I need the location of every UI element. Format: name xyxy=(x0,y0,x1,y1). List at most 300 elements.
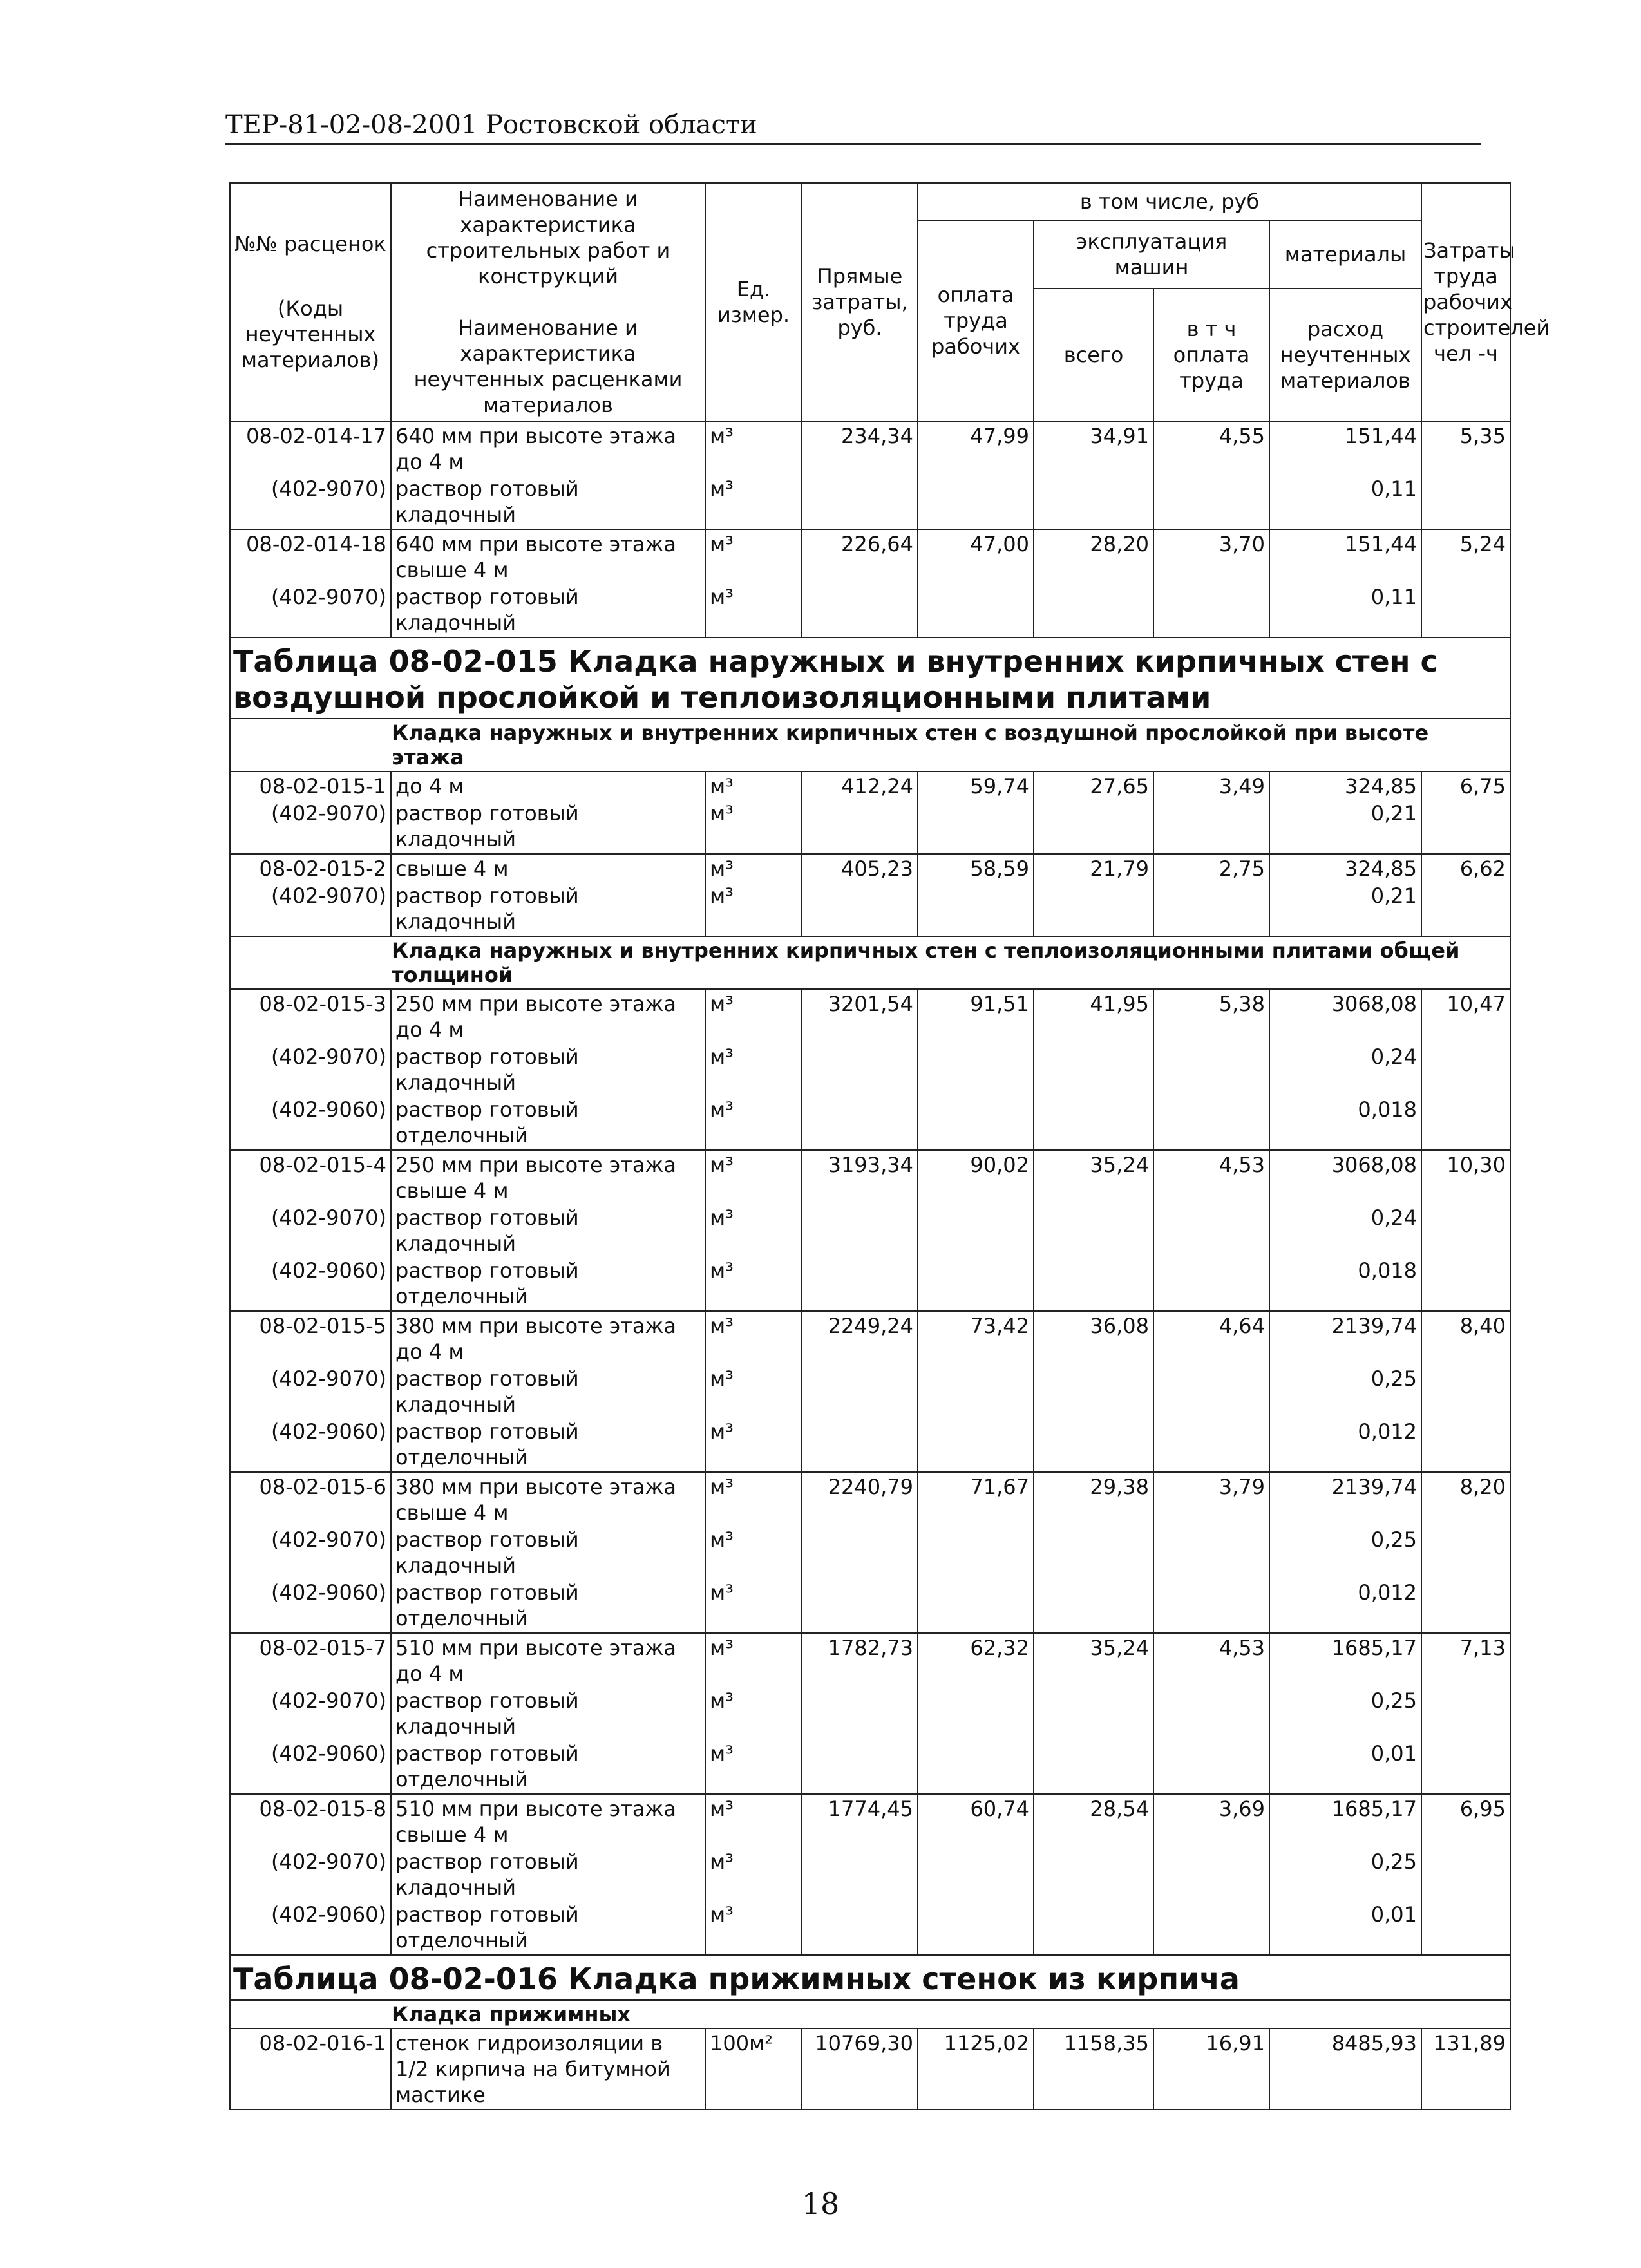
material-quantity: 0,11 xyxy=(1269,476,1421,529)
empty-cell xyxy=(1421,1688,1510,1741)
row-wage: 59,74 xyxy=(918,771,1034,800)
material-unit: м³ xyxy=(705,476,802,529)
table-row xyxy=(230,421,1510,476)
material-unit: м³ xyxy=(705,1366,802,1419)
empty-cell xyxy=(918,1580,1034,1633)
empty-cell xyxy=(1153,1688,1269,1741)
material-quantity: 0,018 xyxy=(1269,1097,1421,1150)
empty-cell xyxy=(1153,1849,1269,1902)
col-machines-header: эксплуатация машин xyxy=(1034,220,1269,288)
empty-cell xyxy=(802,883,918,936)
empty-cell xyxy=(1421,1902,1510,1955)
row-materials: 2139,74 xyxy=(1269,1311,1421,1366)
empty-cell xyxy=(802,1902,918,1955)
row-code: 08-02-015-3 xyxy=(230,989,391,1044)
row-wage: 58,59 xyxy=(918,854,1034,883)
empty-cell xyxy=(802,1205,918,1258)
empty-cell xyxy=(1421,1419,1510,1472)
material-name: раствор готовый кладочный xyxy=(391,1688,705,1741)
material-quantity: 0,25 xyxy=(1269,1366,1421,1419)
row-unit: м³ xyxy=(705,421,802,476)
material-code: (402-9070) xyxy=(230,476,391,529)
col-direct-header: Прямые затраты, руб. xyxy=(802,183,918,421)
row-machines-total: 28,20 xyxy=(1034,529,1153,584)
row-direct-cost: 2249,24 xyxy=(802,1311,918,1366)
row-direct-cost: 10769,30 xyxy=(802,2028,918,2110)
empty-cell xyxy=(1153,1902,1269,1955)
material-row xyxy=(230,1044,1510,1097)
row-labor: 10,30 xyxy=(1421,1150,1510,1205)
row-unit: м³ xyxy=(705,771,802,800)
row-machines-total: 34,91 xyxy=(1034,421,1153,476)
empty-cell xyxy=(1034,1688,1153,1741)
table-row xyxy=(230,854,1510,883)
table-row xyxy=(230,1311,1510,1366)
material-unit: м³ xyxy=(705,1205,802,1258)
row-direct-cost: 1774,45 xyxy=(802,1794,918,1849)
empty-cell xyxy=(1153,1205,1269,1258)
row-name: стенок гидроизоляции в 1/2 кирпича на битумной мастике xyxy=(391,2028,705,2110)
table-title-015: Таблица 08-02-015 Кладка наружных и внутренних кирпичных стен с воздушной прослойкой и теплоизоляционными плитами xyxy=(230,638,1510,719)
row-machines-wage: 3,79 xyxy=(1153,1472,1269,1527)
material-code: (402-9070) xyxy=(230,1205,391,1258)
table-row xyxy=(230,1633,1510,1688)
empty-cell xyxy=(802,1580,918,1633)
table-title-015-row xyxy=(230,638,1510,719)
empty-cell xyxy=(1153,883,1269,936)
row-name: 250 мм при высоте этажа свыше 4 м xyxy=(391,1150,705,1205)
material-code: (402-9060) xyxy=(230,1580,391,1633)
row-labor: 10,47 xyxy=(1421,989,1510,1044)
row-name: 380 мм при высоте этажа свыше 4 м xyxy=(391,1472,705,1527)
material-quantity: 0,24 xyxy=(1269,1044,1421,1097)
material-name: раствор готовый кладочный xyxy=(391,1205,705,1258)
empty-cell xyxy=(918,1097,1034,1150)
row-code: 08-02-015-6 xyxy=(230,1472,391,1527)
row-machines-total: 1158,35 xyxy=(1034,2028,1153,2110)
row-unit: м³ xyxy=(705,1311,802,1366)
row-machines-wage: 4,53 xyxy=(1153,1150,1269,1205)
row-direct-cost: 405,23 xyxy=(802,854,918,883)
row-machines-total: 35,24 xyxy=(1034,1150,1153,1205)
material-code: (402-9070) xyxy=(230,883,391,936)
row-machines-wage: 2,75 xyxy=(1153,854,1269,883)
row-labor: 6,95 xyxy=(1421,1794,1510,1849)
material-row xyxy=(230,1419,1510,1472)
empty-cell xyxy=(1034,800,1153,854)
col-machines-total-header: всего xyxy=(1034,288,1153,421)
material-name: раствор готовый отделочный xyxy=(391,1258,705,1311)
empty-cell xyxy=(802,1366,918,1419)
material-code: (402-9060) xyxy=(230,1419,391,1472)
table-row xyxy=(230,2028,1510,2110)
empty-cell xyxy=(918,1527,1034,1580)
empty-cell xyxy=(1034,1205,1153,1258)
empty-cell xyxy=(1153,800,1269,854)
material-name: раствор готовый кладочный xyxy=(391,883,705,936)
row-wage: 71,67 xyxy=(918,1472,1034,1527)
empty-cell xyxy=(1153,1419,1269,1472)
row-direct-cost: 226,64 xyxy=(802,529,918,584)
row-labor: 8,40 xyxy=(1421,1311,1510,1366)
empty-cell xyxy=(918,800,1034,854)
material-row xyxy=(230,584,1510,638)
row-machines-wage: 5,38 xyxy=(1153,989,1269,1044)
row-direct-cost: 234,34 xyxy=(802,421,918,476)
row-machines-total: 35,24 xyxy=(1034,1633,1153,1688)
empty-cell xyxy=(1153,584,1269,638)
col-name-header xyxy=(391,183,705,421)
empty-cell xyxy=(1153,476,1269,529)
row-unit: м³ xyxy=(705,854,802,883)
material-unit: м³ xyxy=(705,1688,802,1741)
row-materials: 324,85 xyxy=(1269,771,1421,800)
empty-cell xyxy=(802,1044,918,1097)
row-labor: 131,89 xyxy=(1421,2028,1510,2110)
row-labor: 7,13 xyxy=(1421,1633,1510,1688)
empty-cell xyxy=(1421,883,1510,936)
empty-cell xyxy=(1153,1527,1269,1580)
empty-cell xyxy=(1034,1044,1153,1097)
material-quantity: 0,25 xyxy=(1269,1688,1421,1741)
material-code: (402-9060) xyxy=(230,1902,391,1955)
empty-cell xyxy=(1034,1366,1153,1419)
subsection-title-pressing-walls: Кладка прижимных xyxy=(230,2000,1510,2028)
material-code: (402-9070) xyxy=(230,800,391,854)
material-code: (402-9070) xyxy=(230,1044,391,1097)
material-name: раствор готовый отделочный xyxy=(391,1097,705,1150)
col-labor-header: Затраты труда рабочих строителей чел -ч xyxy=(1421,183,1510,421)
page-number: 18 xyxy=(801,2186,840,2221)
material-name: раствор готовый кладочный xyxy=(391,1366,705,1419)
empty-cell xyxy=(918,1419,1034,1472)
row-machines-wage: 4,55 xyxy=(1153,421,1269,476)
col-materials-header: материалы xyxy=(1269,220,1421,288)
row-unit: м³ xyxy=(705,989,802,1044)
empty-cell xyxy=(918,1205,1034,1258)
empty-cell xyxy=(802,1741,918,1794)
empty-cell xyxy=(802,1849,918,1902)
row-direct-cost: 412,24 xyxy=(802,771,918,800)
table-row xyxy=(230,1794,1510,1849)
material-name: раствор готовый кладочный xyxy=(391,584,705,638)
col-code-header xyxy=(230,183,391,421)
row-direct-cost: 3193,34 xyxy=(802,1150,918,1205)
subsection-title-air-gap: Кладка наружных и внутренних кирпичных стен с воздушной прослойкой при высоте этажа xyxy=(230,719,1510,771)
empty-cell xyxy=(1153,1097,1269,1150)
empty-cell xyxy=(1034,1258,1153,1311)
material-unit: м³ xyxy=(705,1580,802,1633)
row-name: 510 мм при высоте этажа до 4 м xyxy=(391,1633,705,1688)
row-machines-total: 29,38 xyxy=(1034,1472,1153,1527)
material-quantity: 0,21 xyxy=(1269,800,1421,854)
table-row xyxy=(230,1150,1510,1205)
row-wage: 90,02 xyxy=(918,1150,1034,1205)
row-machines-wage: 3,69 xyxy=(1153,1794,1269,1849)
empty-cell xyxy=(1421,1044,1510,1097)
material-row xyxy=(230,1849,1510,1902)
material-code: (402-9060) xyxy=(230,1097,391,1150)
material-unit: м³ xyxy=(705,584,802,638)
row-wage: 60,74 xyxy=(918,1794,1034,1849)
material-unit: м³ xyxy=(705,1527,802,1580)
col-code-top: №№ расценок xyxy=(234,232,386,256)
row-materials: 324,85 xyxy=(1269,854,1421,883)
material-name: раствор готовый кладочный xyxy=(391,1849,705,1902)
row-unit: м³ xyxy=(705,1633,802,1688)
empty-cell xyxy=(802,1419,918,1472)
empty-cell xyxy=(1034,1849,1153,1902)
table-row xyxy=(230,989,1510,1044)
empty-cell xyxy=(1421,1366,1510,1419)
row-machines-total: 27,65 xyxy=(1034,771,1153,800)
row-materials: 3068,08 xyxy=(1269,1150,1421,1205)
row-unit: м³ xyxy=(705,1150,802,1205)
material-unit: м³ xyxy=(705,1849,802,1902)
row-materials: 2139,74 xyxy=(1269,1472,1421,1527)
empty-cell xyxy=(1034,476,1153,529)
col-name-top: Наименование и характеристика строительных работ и конструкций xyxy=(426,187,670,288)
row-materials: 3068,08 xyxy=(1269,989,1421,1044)
empty-cell xyxy=(918,1741,1034,1794)
col-wage-header: оплата труда рабочих xyxy=(918,220,1034,421)
row-machines-wage: 4,64 xyxy=(1153,1311,1269,1366)
subsection-title-air-gap-row xyxy=(230,719,1510,771)
empty-cell xyxy=(1034,883,1153,936)
empty-cell xyxy=(1034,1580,1153,1633)
empty-cell xyxy=(918,883,1034,936)
row-direct-cost: 2240,79 xyxy=(802,1472,918,1527)
row-unit: 100м² xyxy=(705,2028,802,2110)
empty-cell xyxy=(1034,584,1153,638)
table-title-016: Таблица 08-02-016 Кладка прижимных стенок из кирпича xyxy=(230,1955,1510,2000)
row-name: 640 мм при высоте этажа свыше 4 м xyxy=(391,529,705,584)
material-unit: м³ xyxy=(705,800,802,854)
empty-cell xyxy=(1421,1580,1510,1633)
empty-cell xyxy=(1034,1741,1153,1794)
empty-cell xyxy=(802,1258,918,1311)
material-row xyxy=(230,1366,1510,1419)
empty-cell xyxy=(802,800,918,854)
empty-cell xyxy=(1034,1527,1153,1580)
table-title-016-row xyxy=(230,1955,1510,2000)
material-code: (402-9070) xyxy=(230,584,391,638)
row-machines-wage: 3,70 xyxy=(1153,529,1269,584)
empty-cell xyxy=(1421,1205,1510,1258)
empty-cell xyxy=(918,1849,1034,1902)
material-row xyxy=(230,800,1510,854)
row-wage: 73,42 xyxy=(918,1311,1034,1366)
subsection-title-insulation-row xyxy=(230,936,1510,989)
row-machines-total: 36,08 xyxy=(1034,1311,1153,1366)
material-row xyxy=(230,476,1510,529)
empty-cell xyxy=(1421,800,1510,854)
empty-cell xyxy=(1421,476,1510,529)
material-code: (402-9060) xyxy=(230,1741,391,1794)
row-code: 08-02-014-17 xyxy=(230,421,391,476)
row-machines-wage: 4,53 xyxy=(1153,1633,1269,1688)
row-name: свыше 4 м xyxy=(391,854,705,883)
empty-cell xyxy=(802,1527,918,1580)
col-code-bottom: (Коды неучтенных материалов) xyxy=(241,296,380,372)
row-materials: 8485,93 xyxy=(1269,2028,1421,2110)
material-row xyxy=(230,883,1510,936)
row-machines-total: 28,54 xyxy=(1034,1794,1153,1849)
row-wage: 47,00 xyxy=(918,529,1034,584)
row-code: 08-02-015-1 xyxy=(230,771,391,800)
row-direct-cost: 3201,54 xyxy=(802,989,918,1044)
empty-cell xyxy=(802,1688,918,1741)
row-code: 08-02-014-18 xyxy=(230,529,391,584)
row-materials: 151,44 xyxy=(1269,421,1421,476)
empty-cell xyxy=(1421,1527,1510,1580)
material-quantity: 0,25 xyxy=(1269,1849,1421,1902)
material-code: (402-9070) xyxy=(230,1849,391,1902)
empty-cell xyxy=(1153,1580,1269,1633)
row-name: 510 мм при высоте этажа свыше 4 м xyxy=(391,1794,705,1849)
material-unit: м³ xyxy=(705,1258,802,1311)
material-code: (402-9070) xyxy=(230,1688,391,1741)
row-wage: 1125,02 xyxy=(918,2028,1034,2110)
empty-cell xyxy=(918,1366,1034,1419)
row-wage: 91,51 xyxy=(918,989,1034,1044)
material-code: (402-9070) xyxy=(230,1366,391,1419)
material-row xyxy=(230,1205,1510,1258)
material-code: (402-9060) xyxy=(230,1258,391,1311)
row-unit: м³ xyxy=(705,529,802,584)
row-unit: м³ xyxy=(705,1794,802,1849)
row-unit: м³ xyxy=(705,1472,802,1527)
material-row xyxy=(230,1688,1510,1741)
empty-cell xyxy=(1421,1097,1510,1150)
row-labor: 6,62 xyxy=(1421,854,1510,883)
empty-cell xyxy=(1153,1366,1269,1419)
empty-cell xyxy=(918,1258,1034,1311)
material-unit: м³ xyxy=(705,883,802,936)
row-machines-wage: 3,49 xyxy=(1153,771,1269,800)
material-unit: м³ xyxy=(705,1097,802,1150)
row-name: 380 мм при высоте этажа до 4 м xyxy=(391,1311,705,1366)
empty-cell xyxy=(918,1044,1034,1097)
col-materials-unaccounted-header: расход неучтенных материалов xyxy=(1269,288,1421,421)
empty-cell xyxy=(1421,584,1510,638)
material-unit: м³ xyxy=(705,1902,802,1955)
material-name: раствор готовый отделочный xyxy=(391,1902,705,1955)
empty-cell xyxy=(1421,1849,1510,1902)
empty-cell xyxy=(1153,1741,1269,1794)
material-name: раствор готовый кладочный xyxy=(391,476,705,529)
col-incl-header: в том числе, руб xyxy=(918,183,1421,220)
material-quantity: 0,24 xyxy=(1269,1205,1421,1258)
empty-cell xyxy=(1153,1258,1269,1311)
material-name: раствор готовый отделочный xyxy=(391,1580,705,1633)
row-materials: 151,44 xyxy=(1269,529,1421,584)
row-code: 08-02-016-1 xyxy=(230,2028,391,2110)
row-code: 08-02-015-7 xyxy=(230,1633,391,1688)
col-machines-wage-header: в т ч оплата труда xyxy=(1153,288,1269,421)
material-row xyxy=(230,1258,1510,1311)
table-row xyxy=(230,771,1510,800)
material-quantity: 0,25 xyxy=(1269,1527,1421,1580)
empty-cell xyxy=(1421,1258,1510,1311)
row-wage: 62,32 xyxy=(918,1633,1034,1688)
row-labor: 5,24 xyxy=(1421,529,1510,584)
material-unit: м³ xyxy=(705,1044,802,1097)
material-quantity: 0,01 xyxy=(1269,1741,1421,1794)
empty-cell xyxy=(802,584,918,638)
material-quantity: 0,01 xyxy=(1269,1902,1421,1955)
empty-cell xyxy=(802,1097,918,1150)
row-direct-cost: 1782,73 xyxy=(802,1633,918,1688)
row-name: 640 мм при высоте этажа до 4 м xyxy=(391,421,705,476)
col-unit-header: Ед. измер. xyxy=(705,183,802,421)
row-code: 08-02-015-4 xyxy=(230,1150,391,1205)
material-name: раствор готовый кладочный xyxy=(391,800,705,854)
material-row xyxy=(230,1097,1510,1150)
empty-cell xyxy=(1034,1097,1153,1150)
subsection-title-pressing-walls-row xyxy=(230,2000,1510,2028)
rates-table xyxy=(229,182,1550,2110)
material-name: раствор готовый кладочный xyxy=(391,1044,705,1097)
material-row xyxy=(230,1580,1510,1633)
row-code: 08-02-015-5 xyxy=(230,1311,391,1366)
material-unit: м³ xyxy=(705,1419,802,1472)
empty-cell xyxy=(918,1688,1034,1741)
material-quantity: 0,11 xyxy=(1269,584,1421,638)
empty-cell xyxy=(918,584,1034,638)
row-code: 08-02-015-8 xyxy=(230,1794,391,1849)
row-name: до 4 м xyxy=(391,771,705,800)
material-name: раствор готовый отделочный xyxy=(391,1419,705,1472)
row-machines-total: 41,95 xyxy=(1034,989,1153,1044)
material-row xyxy=(230,1902,1510,1955)
material-name: раствор готовый кладочный xyxy=(391,1527,705,1580)
row-name: 250 мм при высоте этажа до 4 м xyxy=(391,989,705,1044)
row-machines-wage: 16,91 xyxy=(1153,2028,1269,2110)
material-name: раствор готовый отделочный xyxy=(391,1741,705,1794)
row-materials: 1685,17 xyxy=(1269,1633,1421,1688)
header-row-1 xyxy=(230,183,1510,220)
material-code: (402-9070) xyxy=(230,1527,391,1580)
col-name-bottom: Наименование и характеристика неучтенных расценками материалов xyxy=(413,316,683,417)
row-code: 08-02-015-2 xyxy=(230,854,391,883)
row-wage: 47,99 xyxy=(918,421,1034,476)
empty-cell xyxy=(1034,1419,1153,1472)
empty-cell xyxy=(1153,1044,1269,1097)
empty-cell xyxy=(918,476,1034,529)
material-row xyxy=(230,1741,1510,1794)
row-labor: 6,75 xyxy=(1421,771,1510,800)
material-quantity: 0,21 xyxy=(1269,883,1421,936)
row-machines-total: 21,79 xyxy=(1034,854,1153,883)
material-quantity: 0,012 xyxy=(1269,1580,1421,1633)
table-row xyxy=(230,529,1510,584)
empty-cell xyxy=(918,1902,1034,1955)
material-quantity: 0,012 xyxy=(1269,1419,1421,1472)
subsection-title-insulation: Кладка наружных и внутренних кирпичных стен с теплоизоляционными плитами общей толщиной xyxy=(230,936,1510,989)
table-row xyxy=(230,1472,1510,1527)
material-unit: м³ xyxy=(705,1741,802,1794)
material-quantity: 0,018 xyxy=(1269,1258,1421,1311)
empty-cell xyxy=(1034,1902,1153,1955)
row-labor: 8,20 xyxy=(1421,1472,1510,1527)
row-labor: 5,35 xyxy=(1421,421,1510,476)
row-materials: 1685,17 xyxy=(1269,1794,1421,1849)
material-row xyxy=(230,1527,1510,1580)
empty-cell xyxy=(802,476,918,529)
empty-cell xyxy=(1421,1741,1510,1794)
page-header: ТЕР-81-02-08-2001 Ростовской области xyxy=(225,108,1481,145)
